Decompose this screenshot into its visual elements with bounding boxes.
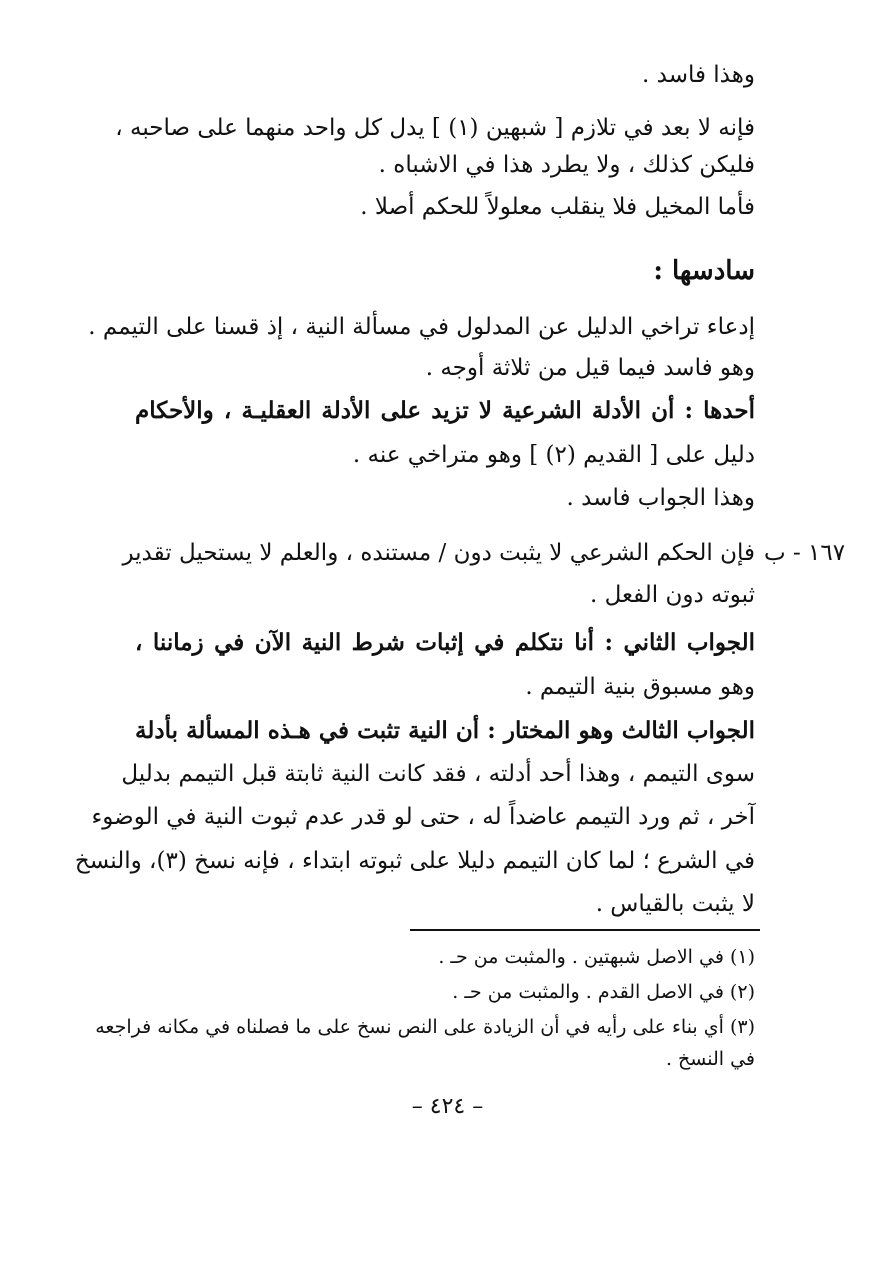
text-line: لا يثبت بالقياس .: [595, 891, 755, 917]
text-line: إدعاء تراخي الدليل عن المدلول في مسألة النية ، إذ قسنا على التيمم .: [88, 314, 755, 340]
text-line: في الشرع ؛ لما كان التيمم دليلا على ثبوته ابتداء ، فإنه نسخ (٣)، والنسخ: [74, 848, 755, 874]
text-line: فأما المخيل فلا ينقلب معلولاً للحكم أصلا .: [360, 194, 755, 220]
text-line: وهو مسبوق بنية التيمم .: [525, 674, 755, 700]
footnote: (٣) أي بناء على رأيه في أن الزيادة على النص نسخ على ما فصلناه في مكانه فراجعه: [95, 1016, 755, 1038]
text-line: أحدها : أن الأدلة الشرعية لا تزيد على الأدلة العقليـة ، والأحكام: [135, 397, 755, 424]
text-line: دليل على [ القديم (٢) ] وهو متراخي عنه .: [352, 442, 755, 468]
text-line: ثبوته دون الفعل .: [590, 582, 755, 608]
manuscript-folio-marker: ١٦٧ - ب: [764, 540, 846, 566]
text-line: وهو فاسد فيما قيل من ثلاثة أوجه .: [425, 355, 755, 381]
section-heading: سادسها :: [653, 256, 755, 286]
footnote: (١) في الاصل شبهتين . والمثبت من حـ .: [438, 946, 755, 968]
text-line: آخر ، ثم ورد التيمم عاضداً له ، حتى لو قدر عدم ثبوت النية في الوضوء: [91, 804, 755, 830]
text-line: الجواب الثاني : أنا نتكلم في إثبات شرط النية الآن في زماننا ،: [135, 629, 755, 656]
text-line: وهذا فاسد .: [642, 62, 755, 88]
text-line: فليكن كذلك ، ولا يطرد هذا في الاشباه .: [378, 152, 755, 178]
footnote: (٢) في الاصل القدم . والمثبت من حـ .: [452, 981, 755, 1003]
text-line: وهذا الجواب فاسد .: [566, 485, 755, 511]
text-line: فإنه لا بعد في تلازم [ شبهين (١) ] يدل كل واحد منهما على صاحبه ،: [115, 115, 755, 141]
text-line: الجواب الثالث وهو المختار : أن النية تثبت في هـذه المسألة بأدلة: [135, 717, 755, 744]
page-number: – ٤٢٤ –: [411, 1094, 484, 1119]
footnote-separator: [410, 929, 760, 931]
text-line: فإن الحكم الشرعي لا يثبت دون / مستنده ، والعلم لا يستحيل تقدير: [122, 540, 755, 566]
footnote: في النسخ .: [665, 1048, 755, 1070]
text-line: سوى التيمم ، وهذا أحد أدلته ، فقد كانت النية ثابتة قبل التيمم بدليل: [121, 761, 755, 787]
